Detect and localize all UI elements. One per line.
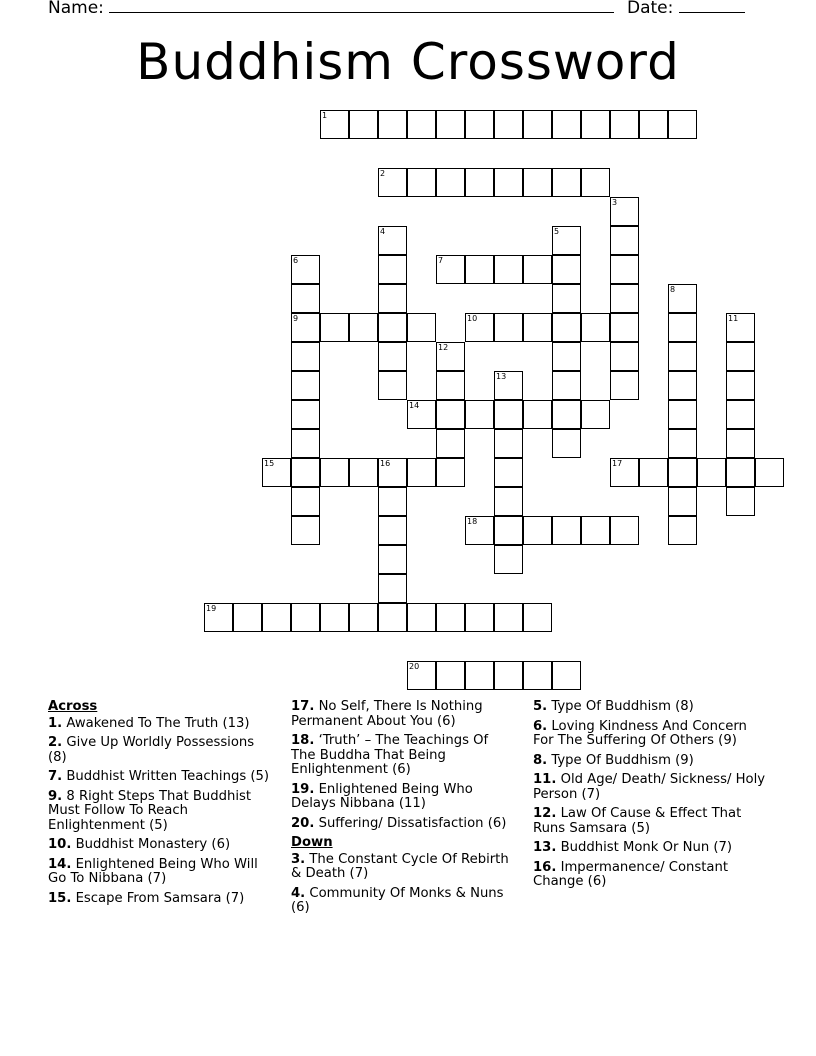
clue-text: Type Of Buddhism (8) [547,699,694,714]
clue-num: 14. [48,856,72,872]
grid-cell[interactable] [378,342,407,371]
grid-cell[interactable] [552,255,581,284]
clue-text: Type Of Buddhism (9) [547,752,694,768]
clue-num: 2. [48,735,63,750]
grid-cell[interactable] [436,342,465,371]
grid-cell[interactable] [552,400,581,429]
grid-cell[interactable] [291,516,320,545]
grid-cell[interactable] [581,110,610,139]
grid-cell[interactable] [378,516,407,545]
grid-cell[interactable] [407,110,436,139]
grid-cell[interactable] [668,516,697,545]
grid-cell[interactable] [378,284,407,313]
clue-item [533,841,768,856]
grid-cell[interactable] [494,255,523,284]
grid-cell[interactable] [291,429,320,458]
grid-cell[interactable] [610,197,639,226]
grid-cell[interactable] [697,458,726,487]
clue-number: 11 [728,314,739,323]
across-clue-list-continued [291,700,516,831]
grid-cell[interactable] [291,284,320,313]
grid-cell[interactable] [523,400,552,429]
grid-cell[interactable] [291,255,320,284]
clue-item [533,720,768,749]
clue-item [291,817,516,832]
grid-cell[interactable] [668,429,697,458]
grid-cell[interactable] [581,516,610,545]
grid-cell[interactable] [494,400,523,429]
grid-cell[interactable] [291,342,320,371]
clue-item [48,717,273,732]
clue-item [291,853,516,882]
clue-num: 18. [291,733,315,748]
clue-num: 19. [291,781,315,797]
grid-cell[interactable] [465,661,494,690]
grid-cell[interactable] [262,458,291,487]
clue-num: 15. [48,890,72,906]
grid-cell[interactable] [552,313,581,342]
grid-cell[interactable] [494,516,523,545]
grid-cell[interactable] [581,313,610,342]
clue-num: 3. [291,851,306,867]
grid-cell[interactable] [465,110,494,139]
clue-number: 3 [612,198,618,207]
clue-num: 4. [291,885,306,901]
grid-cell[interactable] [407,458,436,487]
grid-cell[interactable] [378,168,407,197]
grid-cell[interactable] [726,342,755,371]
grid-cell[interactable] [726,313,755,342]
grid-cell[interactable] [465,255,494,284]
clue-text: No Self, There Is Nothing Permanent About You (6) [291,699,483,729]
grid-cell[interactable] [726,458,755,487]
clue-num: 11. [533,772,557,787]
grid-cell[interactable] [668,400,697,429]
grid-cell[interactable] [494,313,523,342]
grid-cell[interactable] [465,313,494,342]
grid-cell[interactable] [262,603,291,632]
grid-cell[interactable] [523,516,552,545]
clue-number: 12 [438,343,449,352]
grid-cell[interactable] [465,603,494,632]
grid-cell[interactable] [494,487,523,516]
grid-cell[interactable] [349,313,378,342]
grid-cell[interactable] [668,371,697,400]
grid-cell[interactable] [668,342,697,371]
grid-cell[interactable] [378,458,407,487]
clue-text: Enlightened Being Who Will Go To Nibbana (7) [48,856,258,886]
grid-cell[interactable] [378,371,407,400]
clue-item [291,783,516,812]
clue-item [533,754,768,769]
grid-cell[interactable] [552,110,581,139]
grid-cell[interactable] [233,603,262,632]
clue-text: Impermanence/ Constant Change (6) [533,859,729,889]
clue-num: 9. [48,788,63,804]
clue-item [533,807,768,836]
clues-column-1 [48,700,273,911]
clue-number: 18 [467,517,478,526]
grid-cell[interactable] [436,371,465,400]
clue-number: 1 [322,111,328,120]
grid-cell[interactable] [378,255,407,284]
grid-cell[interactable] [552,429,581,458]
grid-cell[interactable] [291,313,320,342]
grid-cell[interactable] [436,661,465,690]
grid-cell[interactable] [523,110,552,139]
clue-num: 1. [48,715,63,731]
clue-text: Buddhist Monastery (6) [71,837,231,852]
grid-cell[interactable] [726,429,755,458]
grid-cell[interactable] [494,371,523,400]
grid-cell[interactable] [755,458,784,487]
grid-cell[interactable] [436,255,465,284]
clue-text: Community Of Monks & Nuns (6) [291,885,504,915]
grid-cell[interactable] [349,603,378,632]
grid-cell[interactable] [610,313,639,342]
clue-text: ‘Truth’ – The Teachings Of The Buddha That Being Enlightenment (6) [291,733,489,777]
grid-cell[interactable] [291,487,320,516]
clue-item [48,736,273,765]
grid-cell[interactable] [465,168,494,197]
grid-cell[interactable] [726,487,755,516]
grid-cell[interactable] [639,110,668,139]
clue-number: 13 [496,372,507,381]
grid-cell[interactable] [291,603,320,632]
grid-cell[interactable] [436,429,465,458]
grid-cell[interactable] [291,458,320,487]
down-clue-list-continued [533,700,768,890]
grid-cell[interactable] [436,458,465,487]
clue-text: Buddhist Written Teachings (5) [62,769,270,784]
grid-cell[interactable] [494,429,523,458]
clue-item [48,770,273,785]
grid-cell[interactable] [581,168,610,197]
grid-cell[interactable] [349,110,378,139]
grid-cell[interactable] [523,603,552,632]
grid-cell[interactable] [610,284,639,313]
grid-cell[interactable] [407,603,436,632]
clues-column-3 [533,700,768,895]
date-label: Date: [627,0,674,18]
grid-cell[interactable] [378,545,407,574]
grid-cell[interactable] [610,226,639,255]
grid-cell[interactable] [523,313,552,342]
grid-cell[interactable] [668,284,697,313]
grid-cell[interactable] [552,168,581,197]
clue-number: 2 [380,169,386,178]
clue-text: Old Age/ Death/ Sickness/ Holy Person (7) [533,772,766,802]
clue-item [48,892,273,907]
grid-cell[interactable] [465,400,494,429]
down-clue-list [291,853,516,916]
grid-cell[interactable] [291,400,320,429]
grid-cell[interactable] [610,458,639,487]
grid-cell[interactable] [407,400,436,429]
grid-cell[interactable] [494,458,523,487]
grid-cell[interactable] [494,110,523,139]
clue-num: 13. [533,840,557,855]
clue-num: 8. [533,752,548,768]
grid-cell[interactable] [552,226,581,255]
clue-num: 7. [48,769,63,784]
grid-cell[interactable] [610,371,639,400]
grid-cell[interactable] [668,110,697,139]
clue-item [533,861,768,890]
grid-cell[interactable] [378,487,407,516]
clue-text: Enlightened Being Who Delays Nibbana (11) [291,781,473,811]
grid-cell[interactable] [436,400,465,429]
clue-text: Buddhist Monk Or Nun (7) [556,840,733,855]
grid-cell[interactable] [668,487,697,516]
grid-cell[interactable] [436,168,465,197]
grid-cell[interactable] [407,168,436,197]
clue-number: 20 [409,662,420,671]
clue-item [291,734,516,778]
grid-cell[interactable] [639,458,668,487]
grid-cell[interactable] [349,458,378,487]
clues-column-2 [291,700,516,921]
clue-number: 7 [438,256,444,265]
clue-number: 14 [409,401,420,410]
grid-cell[interactable] [407,661,436,690]
clue-num: 17. [291,699,315,714]
grid-cell[interactable] [320,458,349,487]
clue-num: 10. [48,837,72,852]
grid-cell[interactable] [436,110,465,139]
clue-item [48,838,273,853]
grid-cell[interactable] [552,516,581,545]
clue-number: 4 [380,227,386,236]
clue-text: Loving Kindness And Concern For The Suffering Of Others (9) [533,718,747,748]
grid-cell[interactable] [465,516,494,545]
clue-number: 17 [612,459,623,468]
clue-num: 6. [533,718,548,734]
across-clue-list [48,717,273,907]
clue-number: 10 [467,314,478,323]
grid-cell[interactable] [610,110,639,139]
clue-num: 20. [291,815,315,831]
clue-text: Suffering/ Dissatisfaction (6) [314,815,507,831]
clue-number: 9 [293,314,299,323]
grid-cell[interactable] [552,371,581,400]
clue-item [533,700,768,715]
grid-cell[interactable] [610,342,639,371]
grid-cell[interactable] [436,603,465,632]
grid-cell[interactable] [320,110,349,139]
grid-cell[interactable] [320,603,349,632]
clue-text: Escape From Samsara (7) [71,890,245,906]
clue-item [48,790,273,834]
name-label: Name: [48,0,104,18]
grid-cell[interactable] [407,313,436,342]
clue-text: Law Of Cause & Effect That Runs Samsara (5) [533,806,742,836]
clue-text: Awakened To The Truth (13) [62,715,250,731]
grid-cell[interactable] [552,661,581,690]
clue-item [291,700,516,729]
grid-cell[interactable] [523,661,552,690]
grid-cell[interactable] [378,574,407,603]
grid-cell[interactable] [378,313,407,342]
grid-cell[interactable] [610,516,639,545]
clue-number: 16 [380,459,391,468]
clue-number: 19 [206,604,217,613]
grid-cell[interactable] [523,168,552,197]
grid-cell[interactable] [320,313,349,342]
grid-cell[interactable] [204,603,233,632]
grid-cell[interactable] [291,371,320,400]
clue-text: The Constant Cycle Of Rebirth & Death (7) [291,851,509,881]
grid-cell[interactable] [378,226,407,255]
page-title: Buddhism Crossword [136,33,680,91]
grid-cell[interactable] [494,661,523,690]
grid-cell[interactable] [552,342,581,371]
clue-num: 5. [533,699,548,714]
grid-cell[interactable] [523,255,552,284]
grid-cell[interactable] [494,603,523,632]
clue-number: 15 [264,459,275,468]
grid-cell[interactable] [378,110,407,139]
clue-item [533,773,768,802]
clue-number: 8 [670,285,676,294]
grid-cell[interactable] [378,603,407,632]
clue-num: 12. [533,806,557,821]
grid-cell[interactable] [581,400,610,429]
grid-cell[interactable] [726,371,755,400]
grid-cell[interactable] [668,313,697,342]
down-heading: Down [291,835,333,850]
grid-cell[interactable] [494,168,523,197]
grid-cell[interactable] [494,545,523,574]
clue-item [291,887,516,916]
grid-cell[interactable] [552,284,581,313]
clue-number: 5 [554,227,560,236]
across-heading: Across [48,699,98,714]
grid-cell[interactable] [610,255,639,284]
clue-text: Give Up Worldly Possessions (8) [48,735,255,765]
clue-item [48,858,273,887]
clue-text: 8 Right Steps That Buddhist Must Follow To Reach Enlightenment (5) [48,788,252,833]
grid-cell[interactable] [668,458,697,487]
grid-cell[interactable] [726,400,755,429]
clue-num: 16. [533,859,557,875]
clue-number: 6 [293,256,299,265]
